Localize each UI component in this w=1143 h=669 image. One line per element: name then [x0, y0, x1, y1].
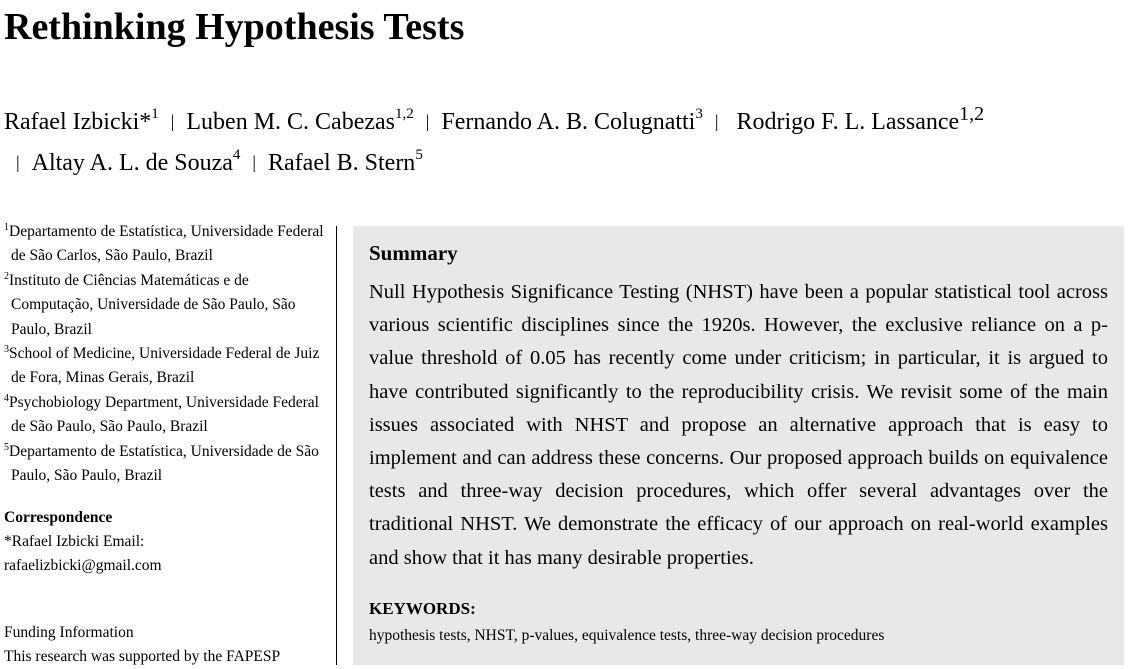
summary-text: Null Hypothesis Significance Testing (NHST) have been a popular statistical tool across various scientific disciplines since the 1920s. However, the exclusive reliance on a p-value threshold of 0.05 has recently come under criticism; in particular, it is argued to have contributed significantly to the reproducibility crisis. We revisit some of the main issues associated with NHST and propose an alternative approach that is easy to implement and can address these concerns. Our proposed approach builds on equivalence tests and three-way decision procedures, which offer several advantages over the traditional NHST. We demonstrate the efficacy of our approach on real-world examples and show that it has many desirable properties.: [369, 281, 1108, 569]
funding-block: [4, 621, 324, 669]
affiliation-item: [4, 342, 324, 391]
author-name: Rafael B. Stern: [268, 150, 416, 176]
author-affiliation-marker: 1,2: [959, 103, 985, 125]
keywords-text: hypothesis tests, NHST, p-values, equivalence tests, three-way decision procedures: [369, 627, 885, 644]
correspondence-email[interactable]: rafaelizbicki@gmail.com: [4, 557, 162, 574]
column-divider: [336, 226, 337, 665]
author-name: Luben M. C. Cabezas: [186, 109, 395, 135]
funding-heading: Funding Information: [4, 624, 134, 641]
affiliation-list: [4, 220, 324, 488]
affiliation-item: [4, 220, 324, 269]
author-separator: |: [252, 152, 257, 172]
author-affiliation-marker: 1,2: [395, 106, 414, 122]
correspondence-line: *Rafael Izbicki Email:: [4, 533, 145, 550]
author-name: Rodrigo F. L. Lassance: [736, 109, 960, 135]
affiliation-text: Departamento de Estatística, Universidade Federal de São Carlos, São Paulo, Brazil: [9, 223, 324, 265]
author-name: Altay A. L. de Souza: [31, 150, 233, 176]
affiliation-item: [4, 269, 324, 342]
affiliation-number: 5: [4, 441, 9, 453]
paper-title: Rethinking Hypothesis Tests: [4, 6, 465, 48]
author-separator: |: [170, 111, 175, 131]
affiliation-item: [4, 440, 324, 489]
affiliation-number: 3: [4, 343, 9, 355]
affiliation-text: Departamento de Estatística, Universidade de São Paulo, São Paulo, Brazil: [9, 442, 319, 485]
affiliation-item: [4, 391, 324, 440]
funding-text: This research was supported by the FAPESP: [4, 648, 281, 665]
summary-heading: Summary: [369, 241, 458, 265]
affiliation-text: School of Medicine, Universidade Federal de Juiz de Fora, Minas Gerais, Brazil: [9, 345, 320, 387]
author-list: [4, 94, 1004, 184]
affiliation-number: 2: [4, 270, 9, 282]
author: [441, 106, 703, 135]
author-name: Rafael Izbicki*: [4, 109, 152, 135]
affiliation-number: 4: [4, 392, 9, 404]
correspondence-block: [4, 506, 324, 578]
summary-box: [353, 226, 1124, 665]
author-affiliation-marker: 5: [415, 147, 423, 163]
author: [4, 106, 159, 135]
author-affiliation-marker: 4: [232, 147, 241, 163]
author-affiliation-marker: 1: [151, 106, 159, 122]
author-affiliation-marker: 3: [695, 106, 703, 122]
correspondence-heading: Correspondence: [4, 509, 113, 526]
affiliation-text: Instituto de Ciências Matemáticas e de Computação, Universidade de São Paulo, São Paulo, Brazil: [9, 271, 296, 338]
author-separator: |: [714, 111, 719, 131]
author: [31, 147, 241, 176]
affiliation-number: 1: [4, 221, 9, 233]
author-separator: |: [16, 152, 20, 172]
author: [268, 147, 423, 176]
author: [186, 106, 414, 135]
author-name: Fernando A. B. Colugnatti: [441, 109, 696, 135]
affiliation-text: Psychobiology Department, Universidade Federal de São Paulo, São Paulo, Brazil: [9, 393, 319, 436]
keywords-label: KEYWORDS:: [369, 599, 476, 618]
author-separator: |: [425, 111, 430, 131]
